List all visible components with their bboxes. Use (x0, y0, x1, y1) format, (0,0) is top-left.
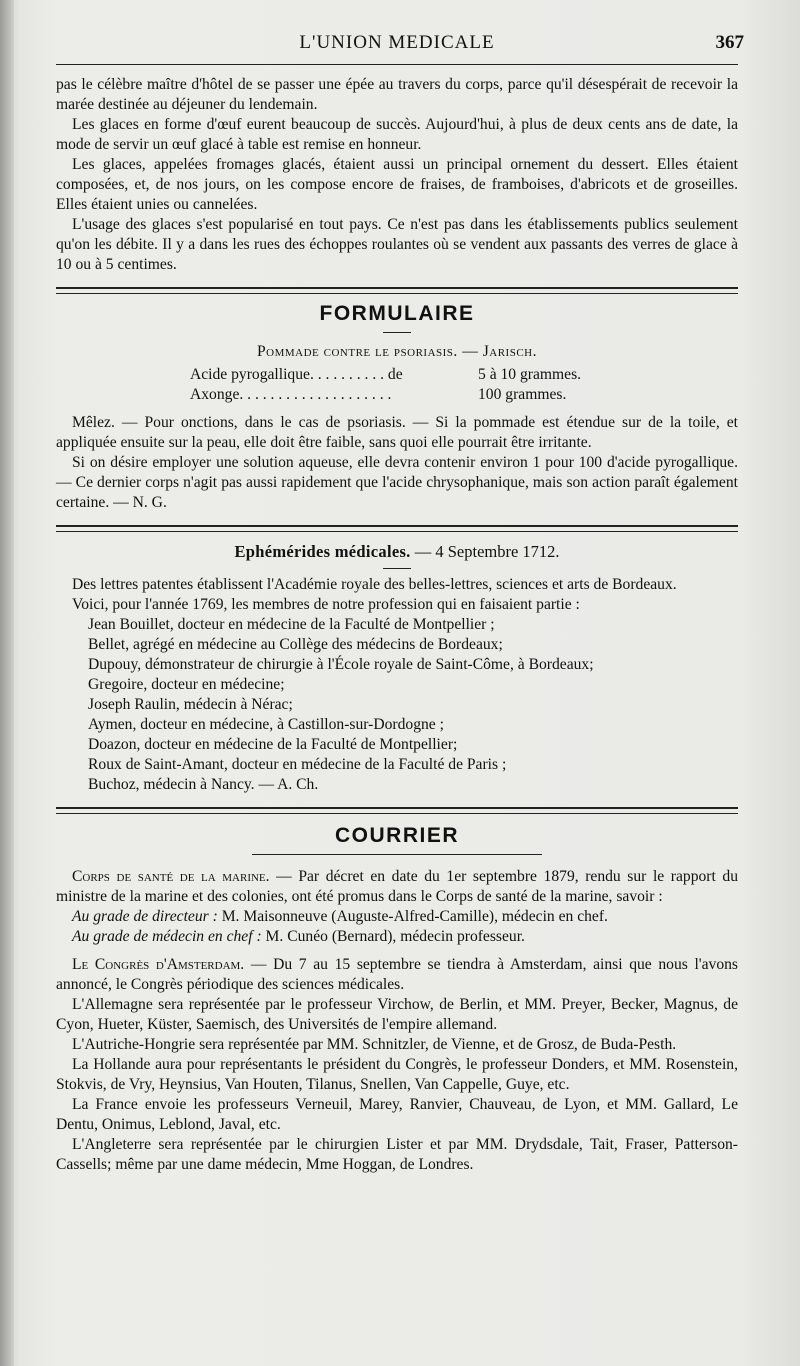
title-rule (383, 332, 411, 333)
grade-text: M. Cunéo (Bernard), médecin professeur. (261, 928, 525, 945)
ingredient-row (190, 365, 738, 385)
item-text: — Par décret en date du 1er septembre 1879, rendu sur le rapport du ministre de la marine et des colonies, ont été promus dans le Corps de santé de la marine, savoir : (56, 868, 738, 905)
title-rule (383, 568, 411, 569)
formulaire-section (56, 302, 738, 513)
grade-label: Au grade de médecin en chef : (72, 928, 262, 945)
paragraph: L'usage des glaces s'est popularisé en tout pays. Ce n'est pas dans les établissements publics seulement qu'on les débite. Il y a dans les rues des échoppes roulantes où se vendent aux passants des verres de glace à 10 ou à 5 centimes. (56, 216, 738, 273)
grade-text: M. Maisonneuve (Auguste-Alfred-Camille), médecin en chef. (217, 908, 608, 925)
ephemerides-section (56, 542, 738, 795)
paragraph: La Hollande aura pour représentants le président du Congrès, le professeur Donders, et MM. Rosenstein, Stokvis, de Vry, Heynsius, Van Houten, Tilanus, Snellen, Van Cappelle, Guye, etc. (56, 1056, 738, 1093)
section-divider (56, 287, 738, 294)
ingredient-qty: 5 à 10 grammes. (478, 366, 582, 383)
binding-gutter (0, 0, 14, 1366)
page-number: 367 (715, 32, 744, 53)
paragraph: L'Allemagne sera représentée par le professeur Virchow, de Berlin, et MM. Preyer, Becker, Magnus, de Cyon, Hueter, Küster, Saemisch, des Universités de l'empire allemand. (56, 996, 738, 1033)
list-item: Dupouy, démonstrateur de chirurgie à l'École royale de Saint-Côme, à Bordeaux; (88, 656, 594, 673)
section-title-date: — 4 Septembre 1712. (410, 542, 560, 561)
paragraph: Mêlez. — Pour onctions, dans le cas de psoriasis. — Si la pommade est étendue sur de la toile, et appliquée ensuite sur la peau, elle doit être faible, sans quoi elle pourrait être irritante. (56, 414, 738, 451)
running-header (56, 26, 744, 65)
section-title: FORMULAIRE (319, 302, 475, 325)
list-item: Gregoire, docteur en médecine; (88, 676, 285, 693)
list-item: Roux de Saint-Amant, docteur en médecine de la Faculté de Paris ; (88, 756, 507, 773)
list-item: Doazon, docteur en médecine de la Faculté de Montpellier; (88, 736, 458, 753)
list-item: Bellet, agrégé en médecine au Collège des médecins de Bordeaux; (88, 636, 503, 653)
title-rule (252, 854, 542, 855)
section-title: COURRIER (334, 824, 459, 847)
ingredient-qty: 100 grammes. (478, 386, 567, 403)
paragraph (56, 907, 738, 927)
list-item: Buchoz, médecin à Nancy. — A. Ch. (88, 776, 319, 793)
paragraph: Des lettres patentes établissent l'Académie royale des belles-lettres, sciences et arts de Bordeaux. (72, 576, 677, 593)
paragraph: La France envoie les professeurs Verneuil, Marey, Ranvier, Chauveau, de Lyon, et MM. Gallard, Le Dentu, Onimus, Leblond, Javal, etc. (56, 1096, 738, 1133)
ingredient-name: Acide pyrogallique. . . . . . . . . . de (190, 366, 403, 383)
journal-title: L'UNION MEDICALE (299, 32, 495, 53)
paragraph: Si on désire employer une solution aqueuse, elle devra contenir environ 1 pour 100 d'acide pyrogallique. — Ce dernier corps n'agit pas aussi rapidement que l'acide chrysophanique, mais son action paraît également certaine. — N. G. (56, 454, 738, 511)
paragraph: Voici, pour l'année 1769, les membres de notre profession qui en faisaient partie : (72, 596, 580, 613)
list-item: Jean Bouillet, docteur en médecine de la Faculté de Montpellier ; (88, 616, 495, 633)
list-item: Joseph Raulin, médecin à Nérac; (88, 696, 293, 713)
ingredient-name: Axonge. . . . . . . . . . . . . . . . . . . . (190, 386, 392, 403)
courrier-section (56, 824, 738, 1175)
item-lead: Le Congrès d'Amsterdam. (72, 956, 245, 973)
paragraph: pas le célèbre maître d'hôtel de se passer une épée au travers du corps, parce qu'il désespérait de recevoir la marée destinée au déjeuner du lendemain. (56, 76, 738, 113)
intro-text (56, 75, 738, 275)
paragraph: L'Autriche-Hongrie sera représentée par MM. Schnitzler, de Vienne, et de Grosz, de Buda-Pesth. (72, 1036, 677, 1053)
page-content (56, 26, 744, 1175)
item-lead: Corps de santé de la marine. (72, 868, 270, 885)
paragraph (56, 927, 738, 947)
section-title (56, 542, 738, 562)
paragraph (56, 867, 738, 907)
recipe-title: Pommade contre le psoriasis. — Jarisch. (256, 343, 538, 360)
item-text: — Du 7 au 15 septembre se tiendra à Amsterdam, ainsi que nous l'avons annoncé, le Congrès périodique des sciences médicales. (56, 956, 738, 993)
section-divider (56, 807, 738, 814)
member-list (56, 615, 738, 795)
paragraph: Les glaces en forme d'œuf eurent beaucoup de succès. Aujourd'hui, à plus de deux cents ans de date, la mode de servir un œuf glacé à table est remise en honneur. (56, 116, 738, 153)
section-title-bold: Ephémérides médicales. (234, 542, 411, 561)
ingredient-list (56, 365, 738, 405)
grade-label: Au grade de directeur : (72, 908, 218, 925)
paragraph: L'Angleterre sera représentée par le chirurgien Lister et par MM. Drydsdale, Tait, Fraser, Patterson-Cassells; même par une dame médecin, Mme Hoggan, de Londres. (56, 1136, 738, 1173)
section-divider (56, 525, 738, 532)
ingredient-row (190, 385, 738, 405)
paragraph: Les glaces, appelées fromages glacés, étaient aussi un principal ornement du dessert. Elles étaient composées, et, de nos jours, on les compose encore de fraises, de framboises, d'abricots et de groseilles. Elles étaient unies ou cannelées. (56, 156, 738, 213)
paragraph (56, 955, 738, 995)
list-item: Aymen, docteur en médecine, à Castillon-sur-Dordogne ; (88, 716, 444, 733)
